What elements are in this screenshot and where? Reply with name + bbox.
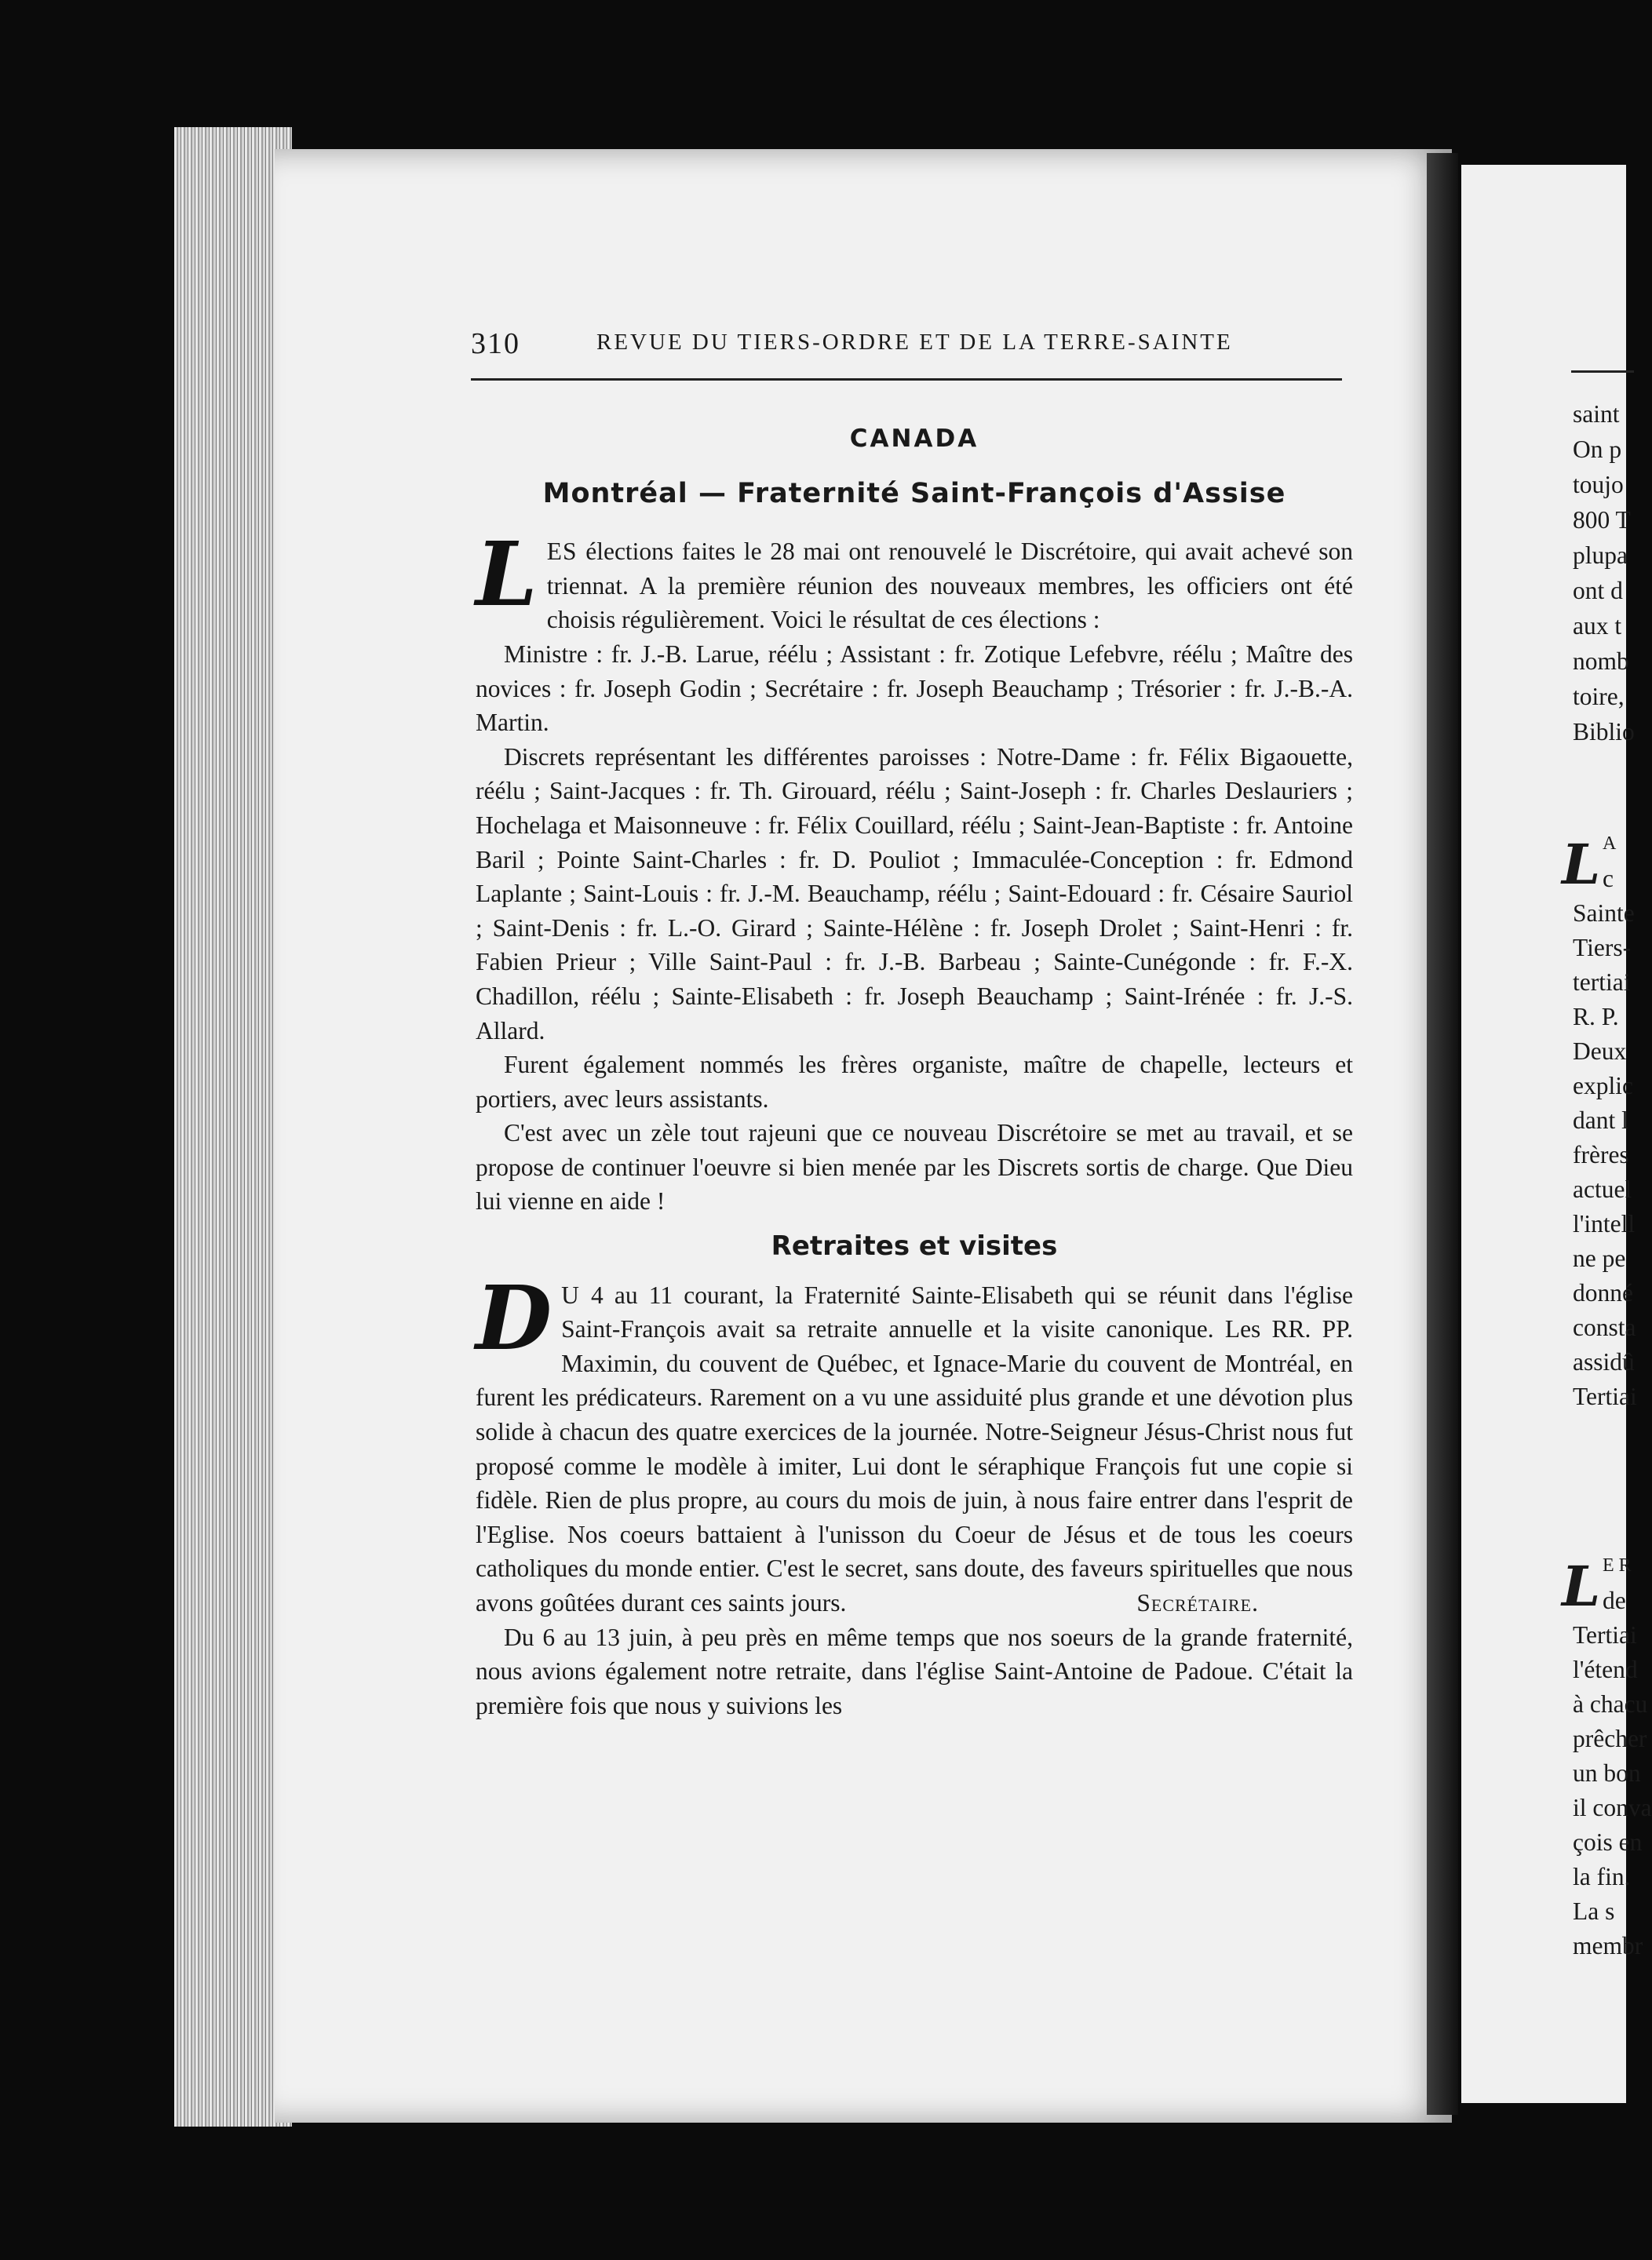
right-page-line: saint — [1573, 400, 1620, 428]
right-page-line: çois en — [1573, 1828, 1643, 1856]
right-page-line: donné — [1573, 1279, 1633, 1307]
right-page-line: assidû — [1573, 1348, 1635, 1376]
page-number: 310 — [471, 327, 520, 360]
right-page-line: prêcher — [1573, 1725, 1647, 1752]
right-page-line: c — [1603, 865, 1614, 892]
right-page-line: il conva — [1573, 1794, 1652, 1821]
book-gutter — [1427, 153, 1458, 2115]
right-page-line: nomb — [1573, 647, 1629, 675]
paragraph-retreat — [476, 1267, 1353, 1620]
right-page-line: toire, — [1573, 683, 1625, 710]
article-column — [476, 408, 1353, 1722]
right-page-line: Tertiai — [1573, 1383, 1637, 1410]
right-page-line: l'intell — [1573, 1210, 1636, 1238]
right-dropcap-c-lead: E R — [1603, 1555, 1632, 1576]
right-page-line: à chacu — [1573, 1690, 1648, 1718]
paragraph-second-retreat: Du 6 au 13 juin, à peu près en même temps que nos soeurs de la grande fraternité, nous avions également notre retraite, dans l'église Saint-Antoine de Padoue. C'était la première fois que nous y suivions les — [476, 1623, 1353, 1719]
right-page-line: ne pe — [1573, 1245, 1626, 1272]
dropcap-d: D — [476, 1267, 552, 1370]
right-page-line: 800 T — [1573, 506, 1631, 534]
paragraph-text: élections faites le 28 mai ont renouvelé le Discrétoire, qui avait achevé son triennat. A la première réunion des nouveaux membres, les officiers ont été choisis régulièrement. Voici le résultat de ces élections : — [546, 538, 1353, 634]
place-title: Montréal — Fraternité Saint-François d'Assise — [542, 477, 1286, 509]
right-page-line: consta — [1573, 1314, 1636, 1341]
right-page-line: tertiai — [1573, 968, 1631, 996]
right-page-line: la fin. — [1573, 1863, 1631, 1890]
paragraph-others: Furent également nommés les frères organiste, maître de chapelle, lecteurs et portiers, avec leurs assistants. — [476, 1051, 1353, 1113]
right-page-line: aux t — [1573, 612, 1622, 640]
right-dropcap-c: L — [1562, 1554, 1601, 1619]
right-page-line: dant l — [1573, 1106, 1628, 1134]
right-page-line: membr — [1573, 1932, 1643, 1959]
right-page-line: Deux — [1573, 1037, 1627, 1065]
right-page-line: Tertiai — [1573, 1621, 1637, 1649]
right-page-line: explic — [1573, 1072, 1633, 1099]
paragraph-text: 4 au 11 courant, la Fraternité Sainte-Elisabeth qui se réunit dans l'église Saint-François avait sa retraite annuelle et la visite canonique. Les RR. PP. Maximin, du couvent de Québec, et Ignace-Marie du couvent de Montréal, en furent les prédicateurs. Rarement on a vu une assiduité plus grande et une dévotion plus solide à chacun des quatre exercices de la journée. Notre-Seigneur Jésus-Christ nous fut proposé comme le modèle à imiter, Lui dont le séraphique François fut une copie si fidèle. Rien de plus propre, au cours du mois de juin, à nous faire entrer dans l'esprit de l'Eglise. Nos coeurs battaient à l'unisson du Coeur de Jésus et de tous les coeurs catholiques du monde entier. C'est le secret, sans doute, des faveurs spirituelles que nous avons goûtées durant ces saints jours. — [476, 1281, 1353, 1617]
right-page-line: R. P. — [1573, 1003, 1619, 1030]
lead-word: U — [561, 1281, 580, 1309]
right-page-line: l'étend — [1573, 1656, 1638, 1683]
right-page-line: toujo — [1573, 471, 1624, 498]
right-page-line: plupa — [1573, 541, 1628, 569]
right-page-line: La s — [1573, 1897, 1615, 1925]
right-page-line: actuel — [1573, 1176, 1632, 1203]
right-page-line: Sainte — [1573, 899, 1635, 927]
right-page-line: un bon — [1573, 1759, 1641, 1787]
right-page-line: Biblio — [1573, 718, 1635, 745]
header-rule — [471, 378, 1342, 381]
dropcap-l: L — [476, 523, 538, 627]
paragraph-zeal: C'est avec un zèle tout rajeuni que ce nouveau Discrétoire se met au travail, et se propose de continuer l'oeuvre si bien menée par les Discrets sortis de charge. Que Dieu lui vienne en aide ! — [476, 1119, 1353, 1216]
right-page-line: de — [1603, 1587, 1626, 1614]
signature: Secrétaire. — [1136, 1589, 1259, 1617]
right-page — [1461, 165, 1652, 2103]
section-title: CANADA — [849, 425, 979, 453]
right-page-line: On p — [1573, 436, 1622, 463]
right-page-line: ont d — [1573, 577, 1623, 604]
running-header — [471, 326, 1342, 374]
lead-word: ES — [546, 538, 578, 566]
subsection-title: Retraites et visites — [771, 1230, 1058, 1263]
paragraph-officers: Ministre : fr. J.-B. Larue, réélu ; Assistant : fr. Zotique Lefebvre, réélu ; Maître des novices : fr. Joseph Godin ; Secrétaire : fr. Joseph Beauchamp ; Trésorier : fr. J.-B.-A. Martin. — [476, 640, 1353, 737]
paragraph-discrets: Discrets représentant les différentes paroisses : Notre-Dame : fr. Félix Bigaouette, réélu ; Saint-Jacques : fr. Th. Girouard, réélu ; Saint-Joseph : fr. Charles Deslauriers ; Hochelaga et Maisonneuve : fr. Félix Couillard, réélu ; Saint-Jean-Baptiste : fr. Antoine Baril ; Pointe Saint-Charles : fr. D. Pouliot ; Immaculée-Conception : fr. Edmond Laplante ; Saint-Louis : fr. J.-M. Beauchamp, réélu ; Saint-Edouard : fr. Césaire Sauriol ; Saint-Denis : fr. L.-O. Girard ; Sainte-Hélène : fr. Joseph Drolet ; Saint-Henri : fr. Fabien Prieur ; Ville Saint-Paul : fr. J.-B. Barbeau ; Sainte-Cunégonde : fr. F.-X. Chadillon, réélu ; Sainte-Elisabeth : fr. Joseph Beauchamp ; Saint-Irénée : fr. J.-S. Allard. — [476, 742, 1353, 1044]
paragraph-elections — [476, 523, 1353, 637]
right-page-line: Tiers- — [1573, 934, 1632, 961]
right-dropcap-b: L — [1562, 832, 1601, 897]
right-page-line: frères — [1573, 1141, 1629, 1168]
running-head: REVUE DU TIERS-ORDRE ET DE LA TERRE-SAINTE — [596, 330, 1233, 355]
right-page-rule — [1571, 370, 1634, 373]
right-dropcap-b-lead: A — [1603, 833, 1617, 854]
